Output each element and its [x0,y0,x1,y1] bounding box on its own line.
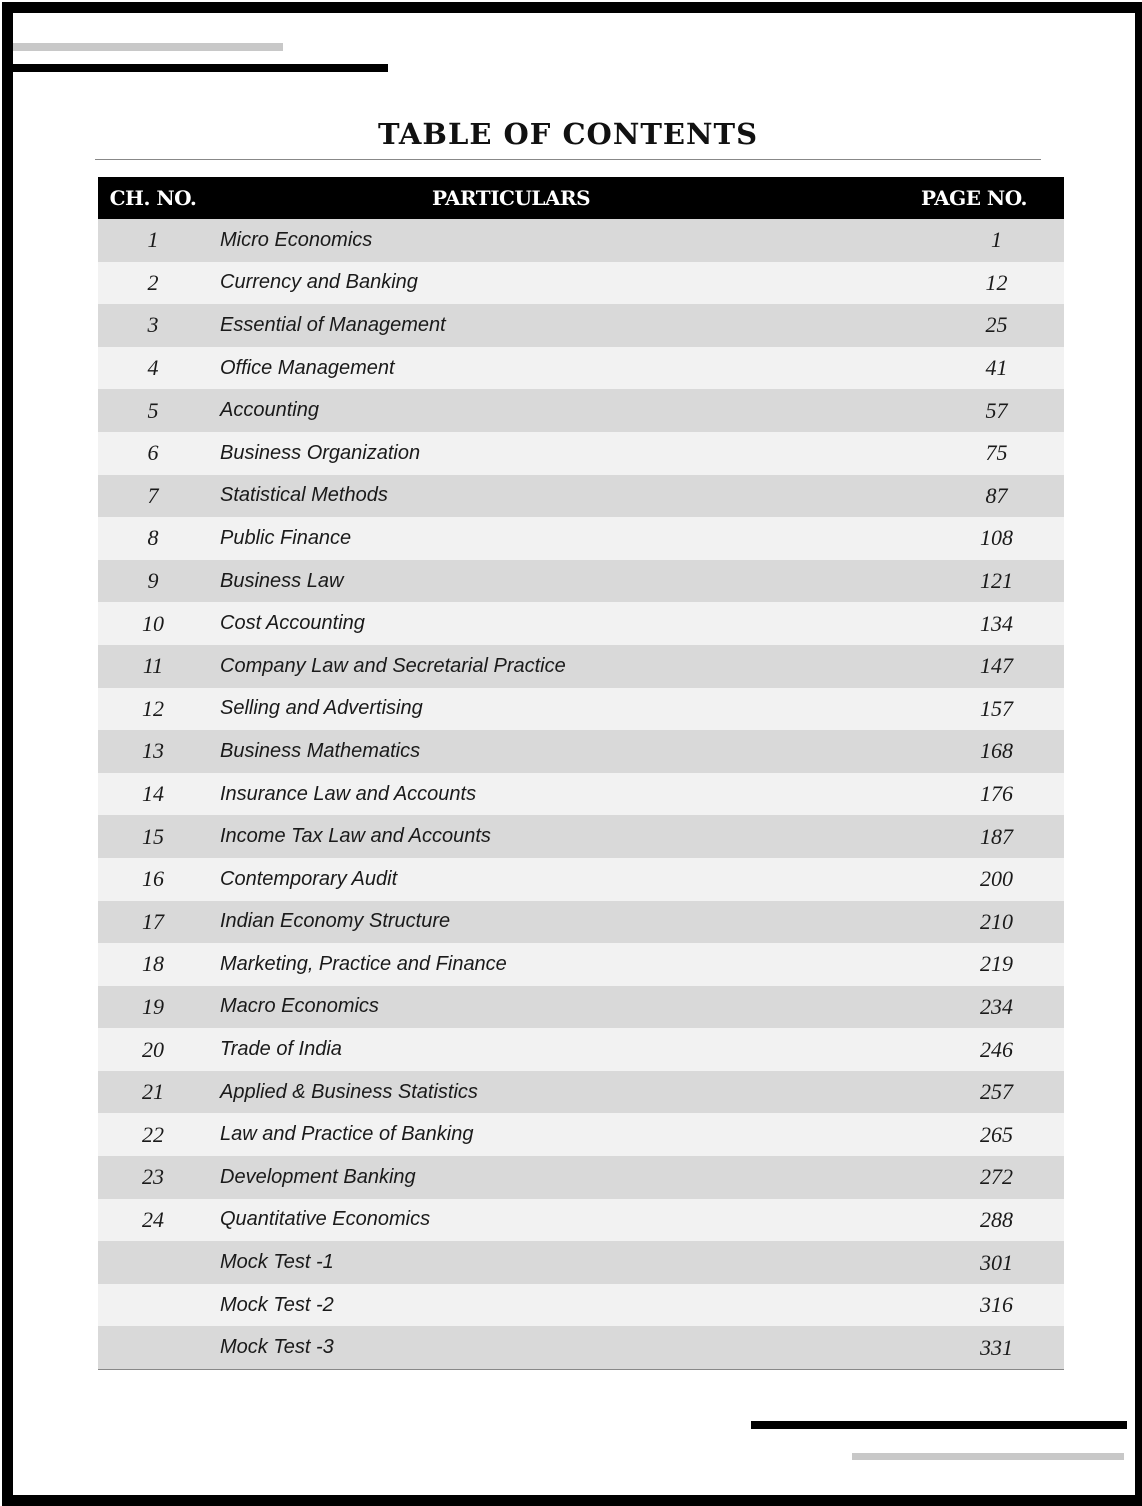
chapter-number: 13 [98,730,208,773]
chapter-number: 12 [98,688,208,731]
page-number: 234 [884,986,1064,1029]
page-number: 219 [884,943,1064,986]
table-row [98,432,1064,475]
chapter-number [98,1284,208,1327]
page-number: 210 [884,901,1064,944]
chapter-number: 21 [98,1071,208,1114]
chapter-title: Insurance Law and Accounts [208,773,884,816]
chapter-number: 7 [98,475,208,518]
table-header-row [98,177,1064,219]
header-particulars: PARTICULARS [208,177,884,219]
chapter-number: 16 [98,858,208,901]
chapter-number: 10 [98,602,208,645]
page-number: 265 [884,1113,1064,1156]
table-row [98,773,1064,816]
chapter-number: 8 [98,517,208,560]
table-row [98,475,1064,518]
page-number: 200 [884,858,1064,901]
title-divider [95,159,1041,160]
chapter-number: 5 [98,389,208,432]
table-body [98,219,1064,1370]
page-number: 87 [884,475,1064,518]
decorative-bar-top-gray [13,43,283,51]
table-row [98,1326,1064,1369]
chapter-number: 14 [98,773,208,816]
table-row [98,943,1064,986]
table-row [98,901,1064,944]
chapter-title: Currency and Banking [208,262,884,305]
header-page-number: PAGE NO. [884,177,1064,219]
chapter-number: 15 [98,815,208,858]
table-row [98,986,1064,1029]
chapter-title: Marketing, Practice and Finance [208,943,884,986]
chapter-title: Trade of India [208,1028,884,1071]
table-row [98,1113,1064,1156]
chapter-title: Public Finance [208,517,884,560]
page-number: 176 [884,773,1064,816]
table-row [98,517,1064,560]
page-number: 246 [884,1028,1064,1071]
chapter-number: 22 [98,1113,208,1156]
page-number: 121 [884,560,1064,603]
page-number: 301 [884,1241,1064,1284]
chapter-number: 24 [98,1199,208,1242]
chapter-title: Contemporary Audit [208,858,884,901]
table-row [98,602,1064,645]
table-row [98,645,1064,688]
chapter-number [98,1241,208,1284]
page-number: 316 [884,1284,1064,1327]
table-row [98,560,1064,603]
page-number: 187 [884,815,1064,858]
chapter-title: Business Law [208,560,884,603]
table-row [98,688,1064,731]
chapter-title: Business Organization [208,432,884,475]
table-row [98,1199,1064,1242]
page-number: 272 [884,1156,1064,1199]
decorative-bar-bottom-gray [852,1453,1124,1460]
table-row [98,1156,1064,1199]
chapter-title: Macro Economics [208,986,884,1029]
contents-table [98,177,1064,1370]
table-row [98,262,1064,305]
page-number: 75 [884,432,1064,475]
decorative-bar-top-black [13,64,388,72]
page-number: 108 [884,517,1064,560]
page-number: 57 [884,389,1064,432]
page-number: 147 [884,645,1064,688]
page-number: 168 [884,730,1064,773]
chapter-number: 23 [98,1156,208,1199]
chapter-title: Quantitative Economics [208,1199,884,1242]
table-row [98,389,1064,432]
page-number: 257 [884,1071,1064,1114]
table-row [98,1241,1064,1284]
page-number: 12 [884,262,1064,305]
header-chapter-number: CH. NO. [98,177,208,219]
page-number: 134 [884,602,1064,645]
table-row [98,1284,1064,1327]
chapter-title: Business Mathematics [208,730,884,773]
chapter-number: 4 [98,347,208,390]
chapter-number: 19 [98,986,208,1029]
chapter-title: Development Banking [208,1156,884,1199]
table-row [98,858,1064,901]
page-number: 331 [884,1326,1064,1369]
table-row [98,815,1064,858]
chapter-number: 2 [98,262,208,305]
chapter-number: 17 [98,901,208,944]
table-row [98,219,1064,262]
chapter-title: Cost Accounting [208,602,884,645]
page-number: 25 [884,304,1064,347]
chapter-title: Income Tax Law and Accounts [208,815,884,858]
chapter-number: 18 [98,943,208,986]
chapter-title: Office Management [208,347,884,390]
chapter-number: 9 [98,560,208,603]
chapter-title: Essential of Management [208,304,884,347]
page-number: 157 [884,688,1064,731]
chapter-title: Company Law and Secretarial Practice [208,645,884,688]
chapter-number: 11 [98,645,208,688]
chapter-number: 6 [98,432,208,475]
table-row [98,1071,1064,1114]
table-row [98,304,1064,347]
chapter-number: 3 [98,304,208,347]
page-number: 288 [884,1199,1064,1242]
chapter-title: Law and Practice of Banking [208,1113,884,1156]
chapter-title: Applied & Business Statistics [208,1071,884,1114]
chapter-title: Selling and Advertising [208,688,884,731]
decorative-bar-bottom-black [751,1421,1127,1429]
page-number: 41 [884,347,1064,390]
chapter-title: Indian Economy Structure [208,901,884,944]
page-number: 1 [884,219,1064,262]
chapter-title: Statistical Methods [208,475,884,518]
chapter-number [98,1326,208,1369]
chapter-title: Accounting [208,389,884,432]
table-row [98,347,1064,390]
page-title: TABLE OF CONTENTS [377,117,759,151]
table-row [98,1028,1064,1071]
chapter-title: Mock Test -1 [208,1241,884,1284]
chapter-title: Mock Test -3 [208,1326,884,1369]
chapter-number: 20 [98,1028,208,1071]
chapter-number: 1 [98,219,208,262]
chapter-title: Mock Test -2 [208,1284,884,1327]
chapter-title: Micro Economics [208,219,884,262]
table-row [98,730,1064,773]
